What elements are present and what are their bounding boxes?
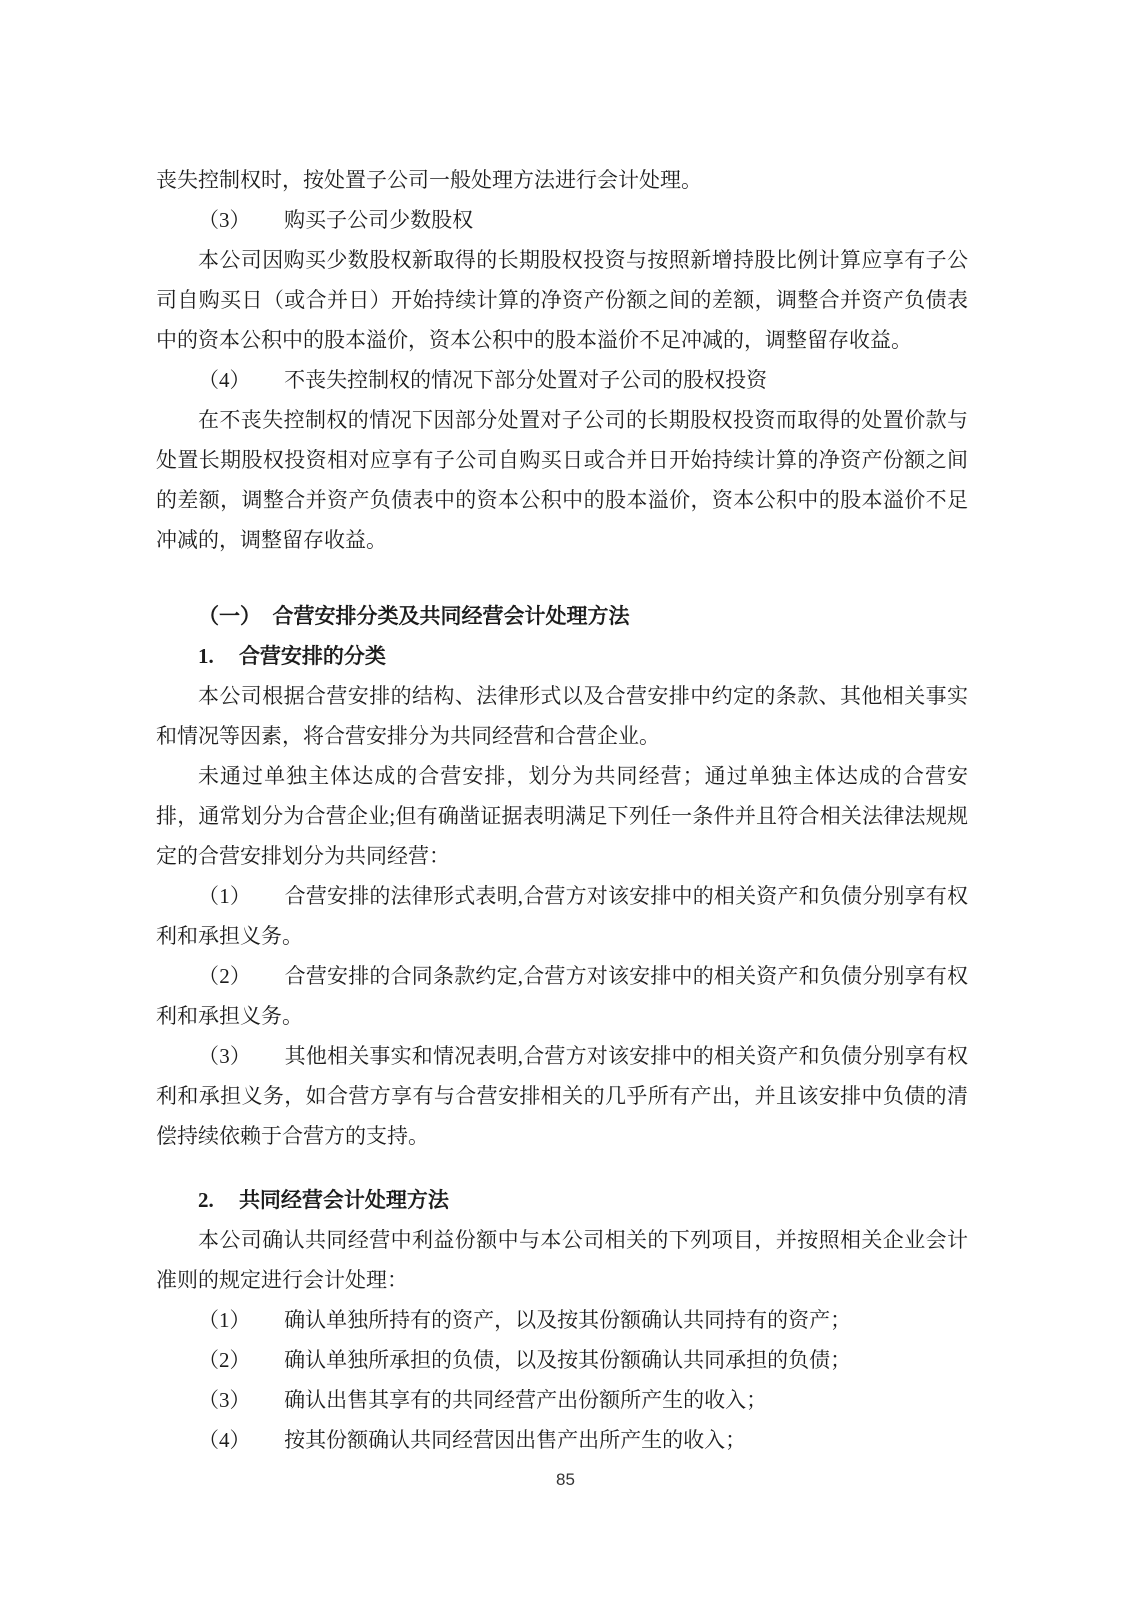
list-item-number: （2） bbox=[198, 964, 252, 988]
list-item bbox=[156, 360, 968, 400]
subsection-heading-number: 2. bbox=[198, 1188, 214, 1212]
body-paragraph: 本公司根据合营安排的结构、法律形式以及合营安排中约定的条款、其他相关事实和情况等因素，将合营安排分为共同经营和合营企业。 bbox=[156, 684, 968, 748]
list-item-text: 合营安排的合同条款约定,合营方对该安排中的相关资产和负债分别享有权利和承担义务。 bbox=[156, 964, 969, 1028]
list-item-number: （3） bbox=[198, 1388, 251, 1412]
list-item-number: （1） bbox=[198, 884, 252, 908]
section-heading-number: （一） bbox=[198, 604, 261, 628]
section-heading-text: 合营安排分类及共同经营会计处理方法 bbox=[272, 604, 630, 628]
list-item-text: 合营安排的法律形式表明,合营方对该安排中的相关资产和负债分别享有权利和承担义务。 bbox=[156, 884, 969, 948]
page-content bbox=[156, 160, 968, 1460]
list-item-number: （2） bbox=[198, 1348, 251, 1372]
list-item bbox=[156, 876, 968, 956]
subsection-heading bbox=[156, 1180, 968, 1220]
list-item bbox=[156, 956, 968, 1036]
list-item bbox=[156, 1340, 968, 1380]
body-paragraph: 未通过单独主体达成的合营安排，划分为共同经营；通过单独主体达成的合营安排，通常划分为合营企业;但有确凿证据表明满足下列任一条件并且符合相关法律法规规定的合营安排划分为共同经营： bbox=[156, 764, 968, 868]
subsection-heading-text: 共同经营会计处理方法 bbox=[238, 1188, 449, 1212]
list-item bbox=[156, 1380, 968, 1420]
list-item-text: 不丧失控制权的情况下部分处置对子公司的股权投资 bbox=[284, 368, 768, 392]
subsection-heading-number: 1. bbox=[198, 644, 214, 668]
paragraph-continuation: 丧失控制权时，按处置子公司一般处理方法进行会计处理。 bbox=[156, 168, 702, 192]
list-item-text: 确认单独所承担的负债，以及按其份额确认共同承担的负债； bbox=[284, 1348, 852, 1372]
body-paragraph: 本公司因购买少数股权新取得的长期股权投资与按照新增持股比例计算应享有子公司自购买日（或合并日）开始持续计算的净资产份额之间的差额，调整合并资产负债表中的资本公积中的股本溢价，资本公积中的股本溢价不足冲减的，调整留存收益。 bbox=[156, 248, 968, 352]
subsection-heading bbox=[156, 636, 968, 676]
section-heading bbox=[156, 596, 968, 636]
list-item bbox=[156, 1036, 968, 1156]
body-paragraph: 在不丧失控制权的情况下因部分处置对子公司的长期股权投资而取得的处置价款与处置长期股权投资相对应享有子公司自购买日或合并日开始持续计算的净资产份额之间的差额，调整合并资产负债表中的资本公积中的股本溢价，资本公积中的股本溢价不足冲减的，调整留存收益。 bbox=[156, 408, 968, 552]
list-item bbox=[156, 200, 968, 240]
list-item-number: （3） bbox=[198, 1044, 252, 1068]
list-item-text: 按其份额确认共同经营因出售产出所产生的收入； bbox=[284, 1428, 747, 1452]
list-item-text: 购买子公司少数股权 bbox=[284, 208, 474, 232]
subsection-heading-text: 合营安排的分类 bbox=[238, 644, 386, 668]
list-item-number: （4） bbox=[198, 368, 251, 392]
list-item-number: （4） bbox=[198, 1428, 251, 1452]
list-item-number: （3） bbox=[198, 208, 251, 232]
list-item-text: 其他相关事实和情况表明,合营方对该安排中的相关资产和负债分别享有权利和承担义务，如合营方享有与合营安排相关的几乎所有产出，并且该安排中负债的清偿持续依赖于合营方的支持。 bbox=[156, 1044, 969, 1148]
page-number: 85 bbox=[556, 1470, 575, 1489]
list-item-text: 确认出售其享有的共同经营产出份额所产生的收入； bbox=[284, 1388, 768, 1412]
list-item bbox=[156, 1300, 968, 1340]
list-item-number: （1） bbox=[198, 1308, 251, 1332]
body-paragraph: 本公司确认共同经营中利益份额中与本公司相关的下列项目，并按照相关企业会计准则的规定进行会计处理： bbox=[156, 1228, 968, 1292]
list-item-text: 确认单独所持有的资产，以及按其份额确认共同持有的资产； bbox=[284, 1308, 852, 1332]
list-item bbox=[156, 1420, 968, 1460]
